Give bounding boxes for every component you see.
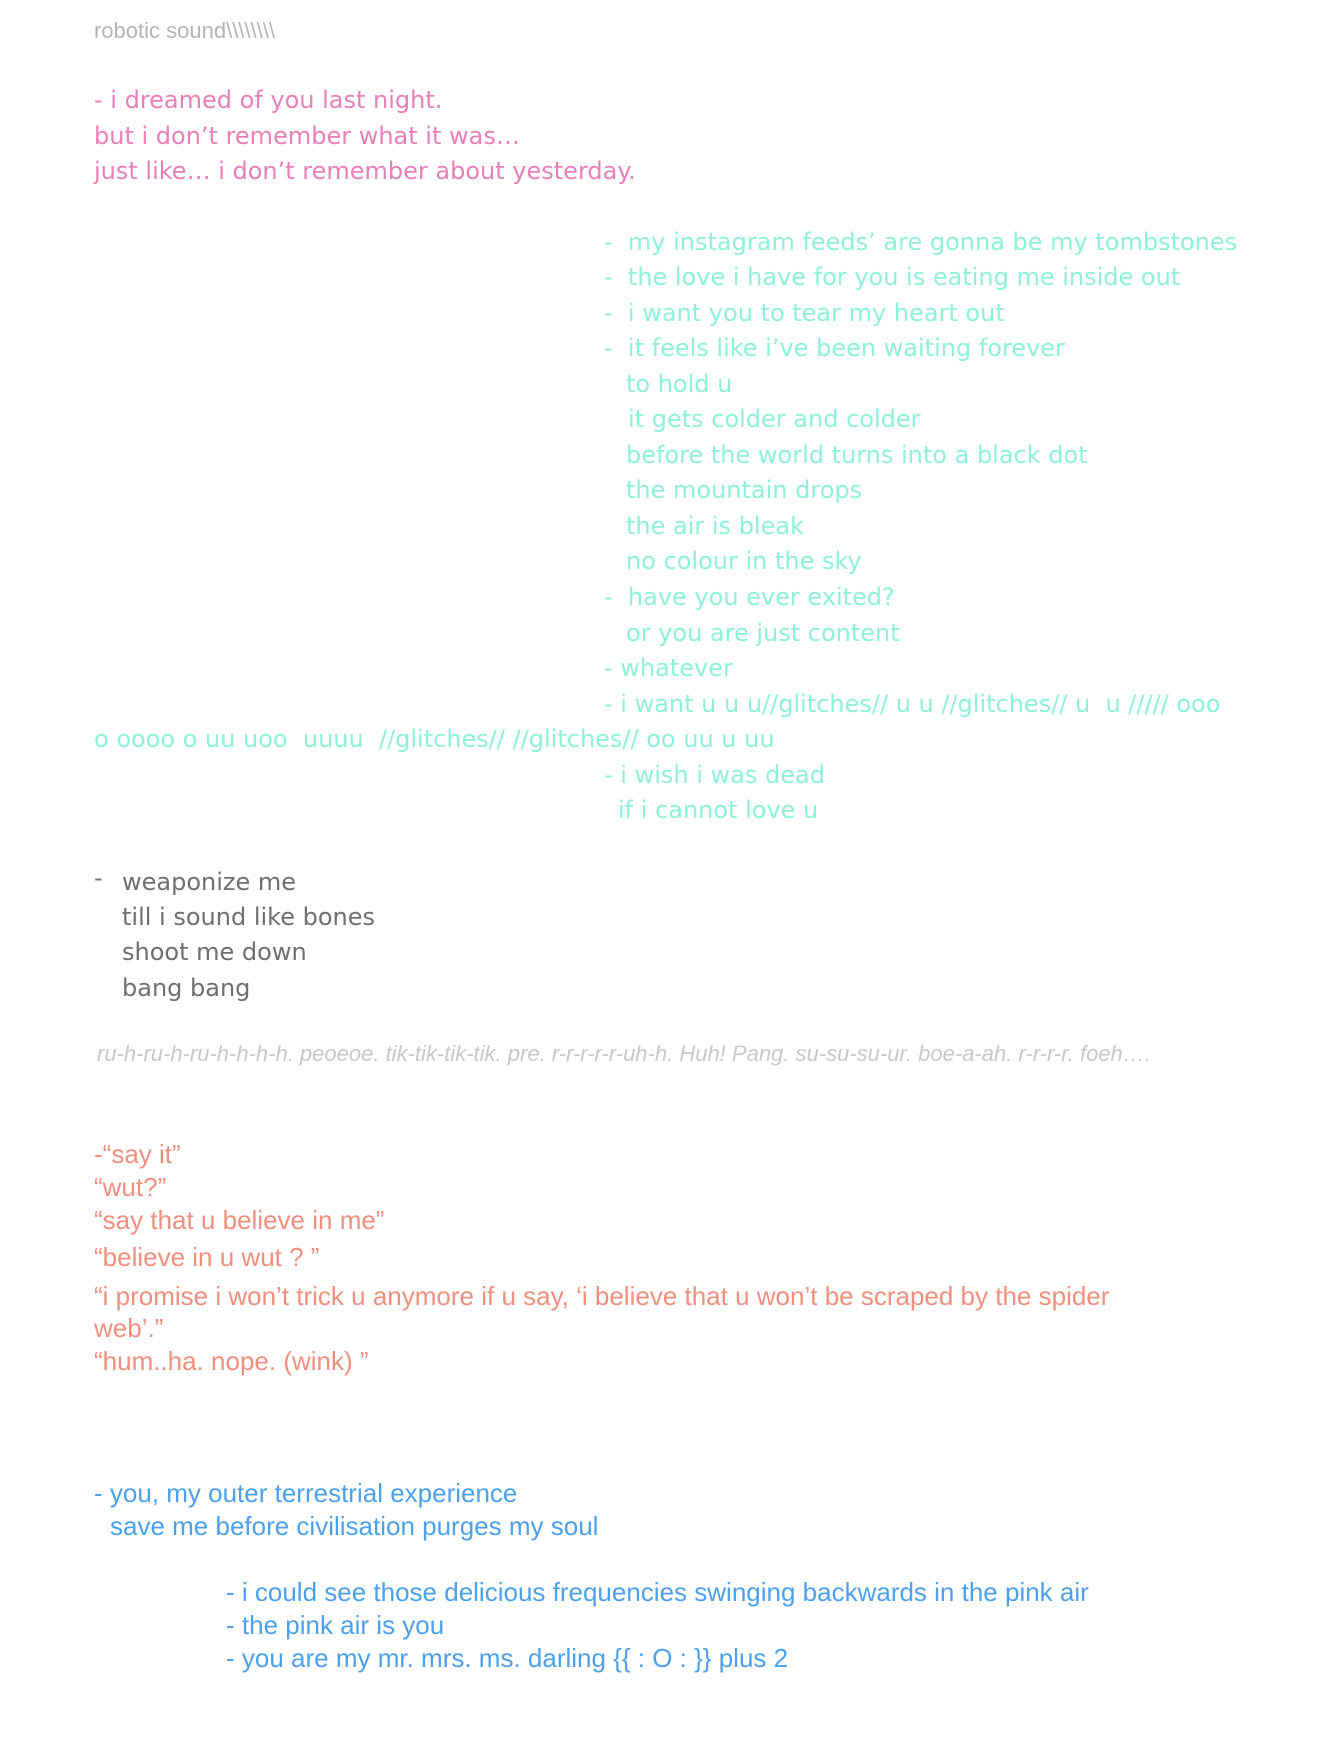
pink-line: but i don’t remember what it was… bbox=[94, 122, 520, 150]
cyan-line: if i cannot love u bbox=[618, 796, 819, 824]
cyan-line: - whatever bbox=[604, 654, 733, 682]
blue-line: - you, my outer terrestrial experience bbox=[94, 1478, 518, 1508]
dialogue-line: “i promise i won’t trick u anymore if u say, ‘i believe that u won’t be scraped by the spider bbox=[94, 1281, 1110, 1311]
blue-line: save me before civilisation purges my soul bbox=[110, 1511, 599, 1541]
pink-line: just like… i don’t remember about yesterday. bbox=[94, 157, 636, 185]
dialogue-line: “say that u believe in me” bbox=[94, 1205, 385, 1235]
gray-line: bang bang bbox=[122, 974, 251, 1002]
dialogue-line: “hum..ha. nope. (wink) ” bbox=[94, 1346, 369, 1376]
blue-line: - i could see those delicious frequencies swinging backwards in the pink air bbox=[226, 1577, 1089, 1607]
cyan-line: o oooo o uu uoo uuuu //glitches// //glitches// oo uu u uu bbox=[94, 725, 775, 753]
cyan-line: to hold u bbox=[626, 370, 733, 398]
cyan-line: or you are just content bbox=[626, 619, 900, 647]
cyan-line: - my instagram feeds’ are gonna be my tombstones bbox=[604, 228, 1238, 256]
page-heading: robotic sound\\\\\\\\ bbox=[94, 18, 275, 43]
dialogue-line: web’.” bbox=[94, 1313, 164, 1343]
blue-line: - the pink air is you bbox=[226, 1610, 445, 1640]
cyan-line: - have you ever exited? bbox=[604, 583, 895, 611]
dialogue-line: “believe in u wut ? ” bbox=[94, 1242, 320, 1272]
cyan-line: - it feels like i’ve been waiting forever bbox=[604, 334, 1065, 362]
dialogue-line: “wut?” bbox=[94, 1172, 167, 1202]
dialogue-line: -“say it” bbox=[94, 1139, 181, 1169]
cyan-line: the air is bleak bbox=[626, 512, 804, 540]
pink-line: - i dreamed of you last night. bbox=[94, 86, 443, 114]
cyan-line: - i want you to tear my heart out bbox=[604, 299, 1005, 327]
gray-line: till i sound like bones bbox=[122, 903, 375, 931]
cyan-line: - i want u u u//glitches// u u //glitches// u u ///// ooo bbox=[604, 690, 1221, 718]
gray-bullet: - bbox=[94, 864, 103, 892]
sound-line: ru-h-ru-h-ru-h-h-h-h. peoeoe. tik-tik-tik-tik. pre. r-r-r-r-r-uh-h. Huh! Pang. su-su-su-ur. boe-a-ah. r-r-r-r. foeh…. bbox=[97, 1041, 1151, 1066]
cyan-line: - i wish i was dead bbox=[604, 761, 825, 789]
gray-line: shoot me down bbox=[122, 938, 307, 966]
cyan-line: it gets colder and colder bbox=[628, 405, 921, 433]
cyan-line: before the world turns into a black dot bbox=[626, 441, 1088, 469]
cyan-line: no colour in the sky bbox=[626, 547, 862, 575]
cyan-line: the mountain drops bbox=[626, 476, 863, 504]
gray-line: weaponize me bbox=[122, 868, 297, 896]
blue-line: - you are my mr. mrs. ms. darling {{ : O : }} plus 2 bbox=[226, 1643, 789, 1673]
cyan-line: - the love i have for you is eating me inside out bbox=[604, 263, 1181, 291]
